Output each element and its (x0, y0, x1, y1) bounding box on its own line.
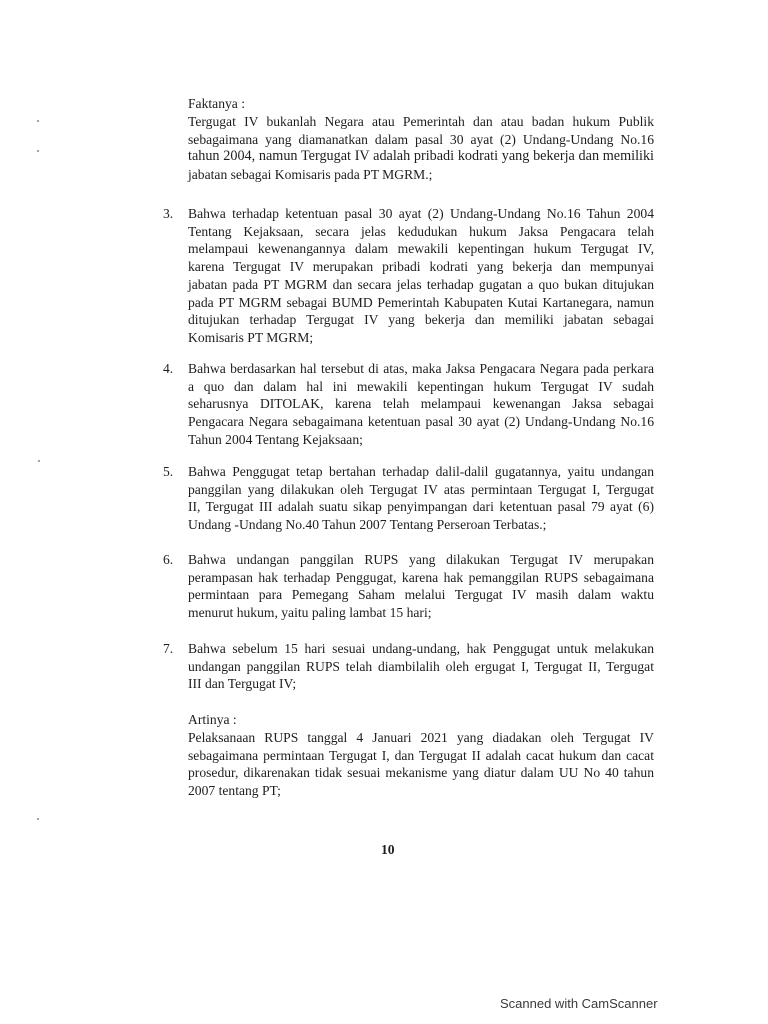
text-line: Bahwa Penggugat tetap bertahan terhadap dalil-dalil gugatannya, yaitu undangan (188, 464, 654, 479)
text-line: Undang -Undang No.40 Tahun 2007 Tentang Perseroan Terbatas.; (188, 517, 547, 533)
artinya-heading (188, 711, 237, 729)
item-number: 6. (163, 552, 174, 567)
text-line: 2007 tentang PT; (188, 783, 281, 799)
text-line: Bahwa berdasarkan hal tersebut di atas, maka Jaksa Pengacara Negara pada perkara (188, 361, 654, 376)
text-line: sebagaimana yang diamanatkan dalam pasal 30 ayat (2) Undang-Undang No.16 (188, 131, 654, 147)
faktanya-heading (188, 95, 245, 113)
list-item (188, 463, 654, 534)
page-number: 10 (381, 842, 395, 857)
scan-speck (37, 120, 39, 122)
text-line: seharusnya DITOLAK, karena telah melampaui kewenangan Jaksa sebagai (188, 396, 654, 412)
text-line: Tentang Kejaksaan, secara jelas kedudukan hukum Jaksa Pengacara telah (188, 223, 654, 239)
text-line: a quo dan dalam hal ini mewakili kepentingan hukum Tergugat IV sudah (188, 378, 654, 394)
text-line: permintaan para Pemegang Saham melalui Tergugat IV masih dalam waktu (188, 587, 654, 603)
text-line: melampaui kewenangannya dalam mewakili kepentingan hukum Tergugat IV, (188, 241, 654, 257)
text-line: III dan Tergugat IV; (188, 676, 297, 692)
text-line: pada PT MGRM sebagai BUMD Pemerintah Kabupaten Kutai Kartanegara, namun (188, 294, 654, 310)
text-line: karena Tergugat IV merupakan pribadi kodrati yang bekerja dan mempunyai (188, 259, 654, 275)
text-line: jabatan pada PT MGRM dan secara jelas terhadap gugatan a quo bukan ditujukan (188, 276, 654, 292)
text-line: perampasan hak terhadap Penggugat, karena hak pemanggilan RUPS sebagaimana (188, 569, 654, 585)
list-item (188, 360, 654, 449)
list-item (188, 551, 654, 622)
heading-text: Faktanya : (188, 96, 246, 111)
item-number: 4. (163, 361, 174, 376)
scan-speck (37, 150, 39, 152)
text-line: Bahwa undangan panggilan RUPS yang dilakukan Tergugat IV merupakan (188, 552, 654, 567)
text-line: Tahun 2004 Tentang Kejaksaan; (188, 431, 363, 447)
text-line: jabatan sebagai Komisaris pada PT MGRM.; (188, 167, 433, 183)
text-line: tahun 2004, namun Tergugat IV adalah pribadi kodrati yang bekerja dan memiliki (188, 148, 654, 165)
text-line: panggilan yang dilakukan oleh Tergugat IV atas permintaan Tergugat I, Tergugat (188, 481, 654, 497)
text-line: ditujukan terhadap Tergugat IV yang bekerja dan memiliki jabatan sebagai (188, 312, 654, 328)
item-number: 3. (163, 206, 174, 221)
text-line: Pelaksanaan RUPS tanggal 4 Januari 2021 yang diadakan oleh Tergugat IV (188, 730, 654, 745)
text-line: Komisaris PT MGRM; (188, 329, 314, 345)
heading-text: Artinya : (188, 712, 237, 727)
item-number: 5. (163, 464, 174, 479)
text-line: Bahwa sebelum 15 hari sesuai undang-undang, hak Penggugat untuk melakukan (188, 641, 654, 656)
item-number: 7. (163, 641, 174, 656)
text-line: sebagaimana permintaan Tergugat I, dan Tergugat II adalah cacat hukum dan cacat (188, 747, 654, 763)
list-item (188, 640, 654, 693)
text-line: Pengacara Negara sebagaimana ketentuan pasal 30 ayat (2) Undang-Undang No.16 (188, 414, 654, 430)
text-line: Tergugat IV bukanlah Negara atau Pemerintah dan atau badan hukum Publik (188, 114, 654, 129)
scan-speck (37, 818, 39, 820)
text-line: Bahwa terhadap ketentuan pasal 30 ayat (2) Undang-Undang No.16 Tahun 2004 (188, 206, 654, 221)
artinya-paragraph (188, 729, 654, 800)
list-item (188, 205, 654, 347)
text-line: prosedur, dikarenakan tidak sesuai mekanisme yang diatur dalam UU No 40 tahun (188, 765, 654, 781)
text-line: II, Tergugat III adalah suatu sikap penyimpangan dari ketentuan pasal 79 ayat (6) (188, 499, 654, 515)
scan-speck (38, 460, 40, 462)
text-line: menurut hukum, yaitu paling lambat 15 hari; (188, 605, 432, 621)
scanner-watermark: Scanned with CamScanner (500, 996, 658, 1011)
faktanya-paragraph (188, 113, 654, 184)
text-line: undangan panggilan RUPS telah diambilalih oleh ergugat I, Tergugat II, Tergugat (188, 658, 654, 674)
